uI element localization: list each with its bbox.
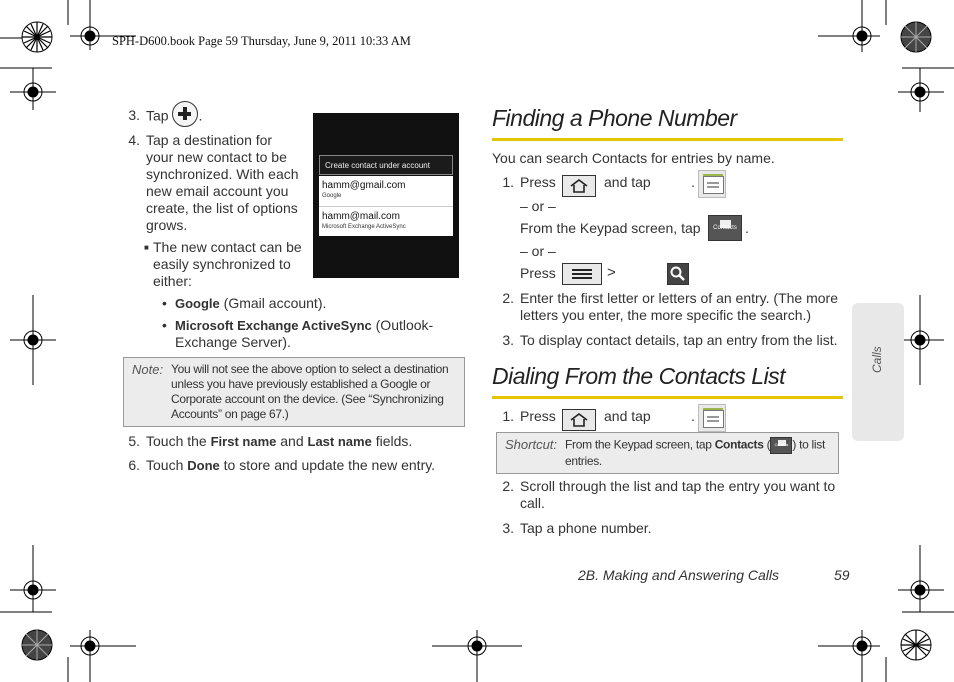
exchange-label: Microsoft Exchange ActiveSync	[175, 318, 372, 333]
page-number: 59	[834, 567, 850, 583]
intro-text: You can search Contacts for entries by name.	[492, 150, 775, 166]
and-tap-text: and tap	[604, 408, 651, 424]
step-tail: .	[745, 220, 749, 236]
step-text-mid: and	[276, 433, 308, 449]
home-key-icon	[562, 175, 596, 197]
note-text: You will not see the above option to select a destination unless you have previously established a Google or Corporate account on the device. (See “Synchronizing Accounts” on page 67.)	[171, 362, 449, 421]
account-email: hamm@mail.com	[322, 211, 400, 222]
account-selection-screenshot	[313, 113, 459, 278]
step-text: Tap	[146, 107, 169, 124]
step-text: To display contact details, tap an entry from the list.	[520, 332, 838, 348]
shortcut-box	[496, 432, 839, 474]
keypad-option	[520, 215, 820, 245]
account-type: Google	[322, 193, 342, 199]
menu-search-option	[520, 263, 720, 287]
menu-key-icon	[562, 263, 602, 285]
step-number: 4.	[128, 132, 140, 148]
account-type: Microsoft Exchange ActiveSync	[322, 224, 406, 230]
sub-bullet-text: The new contact can be easily synchronized to either:	[153, 239, 302, 289]
step-tail: .	[691, 408, 695, 424]
shortcut-paren: (	[763, 437, 771, 452]
account-option-google	[319, 176, 453, 206]
press-text: Press	[520, 174, 556, 190]
step-number: 3.	[502, 520, 514, 536]
press-text: Press	[520, 265, 556, 281]
contacts-label: Contacts	[714, 437, 764, 452]
or-separator: – or –	[520, 243, 556, 259]
home-key-icon	[562, 409, 596, 431]
step-tail: .	[198, 107, 203, 124]
contacts-button-label: Contacts	[774, 442, 789, 447]
done-label: Done	[187, 458, 220, 473]
greater-than: >	[607, 264, 616, 281]
step-number: 1.	[502, 408, 514, 424]
section-tab-label: Calls	[870, 346, 884, 373]
or-separator: – or –	[520, 198, 556, 214]
dialog-title: Create contact under account	[319, 155, 453, 175]
contacts-button-icon	[708, 215, 742, 241]
first-name-label: First name	[210, 434, 277, 449]
step-text-end: to store and update the new entry.	[219, 457, 436, 473]
step-number: 5.	[128, 433, 140, 449]
print-slug: SPH-D600.book Page 59 Thursday, June 9, 2011 10:33 AM	[112, 34, 411, 48]
and-tap-text: and tap	[604, 174, 651, 190]
step-text-end: fields.	[371, 433, 413, 449]
exchange-desc: (Outlook-Exchange Server).	[175, 317, 434, 350]
note-box	[123, 357, 465, 427]
plus-icon	[172, 101, 198, 127]
section-tab	[852, 303, 904, 441]
shortcut-text	[565, 437, 835, 469]
keypad-text: From the Keypad screen, tap	[520, 220, 701, 236]
step-text: Tap a destination for your new contact to be synchronized. With each new email account you create, the list of options grows.	[146, 132, 299, 233]
step-number: 1.	[502, 174, 514, 190]
heading-dialing-contacts: Dialing From the Contacts List	[492, 363, 786, 389]
press-text: Press	[520, 408, 556, 424]
account-email: hamm@gmail.com	[322, 180, 406, 191]
step-number: 2.	[502, 478, 514, 494]
step-text: Touch the	[146, 433, 211, 449]
step-number: 6.	[128, 457, 140, 473]
step-text: Enter the first letter or letters of an entry. (The more letters you enter, the more specific the search.)	[520, 290, 838, 323]
step-text: Tap a phone number.	[520, 520, 652, 536]
contacts-app-icon	[698, 170, 726, 198]
account-option-exchange	[319, 206, 453, 236]
contacts-button-icon	[770, 437, 792, 454]
shortcut-post: ) to list entries.	[565, 437, 826, 468]
shortcut-pre: From the Keypad screen, tap	[565, 437, 715, 452]
step-tail: .	[691, 174, 695, 190]
note-label: Note:	[132, 362, 164, 377]
heading-rule	[492, 396, 843, 399]
heading-finding-phone-number: Finding a Phone Number	[492, 105, 737, 131]
step-number: 3.	[128, 107, 140, 123]
heading-rule	[492, 138, 843, 141]
contacts-button-label: Contacts	[713, 225, 737, 231]
step-text: Scroll through the list and tap the entry you want to call.	[520, 478, 836, 511]
step-3	[122, 107, 302, 131]
google-label: Google	[175, 296, 220, 311]
step-text: Touch	[146, 457, 188, 473]
google-desc: (Gmail account).	[219, 295, 327, 311]
step-number: 3.	[502, 332, 514, 348]
step-number: 2.	[502, 290, 514, 306]
shortcut-label: Shortcut:	[505, 437, 558, 452]
contacts-app-icon	[698, 404, 726, 432]
search-key-icon	[667, 263, 689, 285]
last-name-label: Last name	[307, 434, 372, 449]
footer-section: 2B. Making and Answering Calls	[578, 567, 780, 583]
